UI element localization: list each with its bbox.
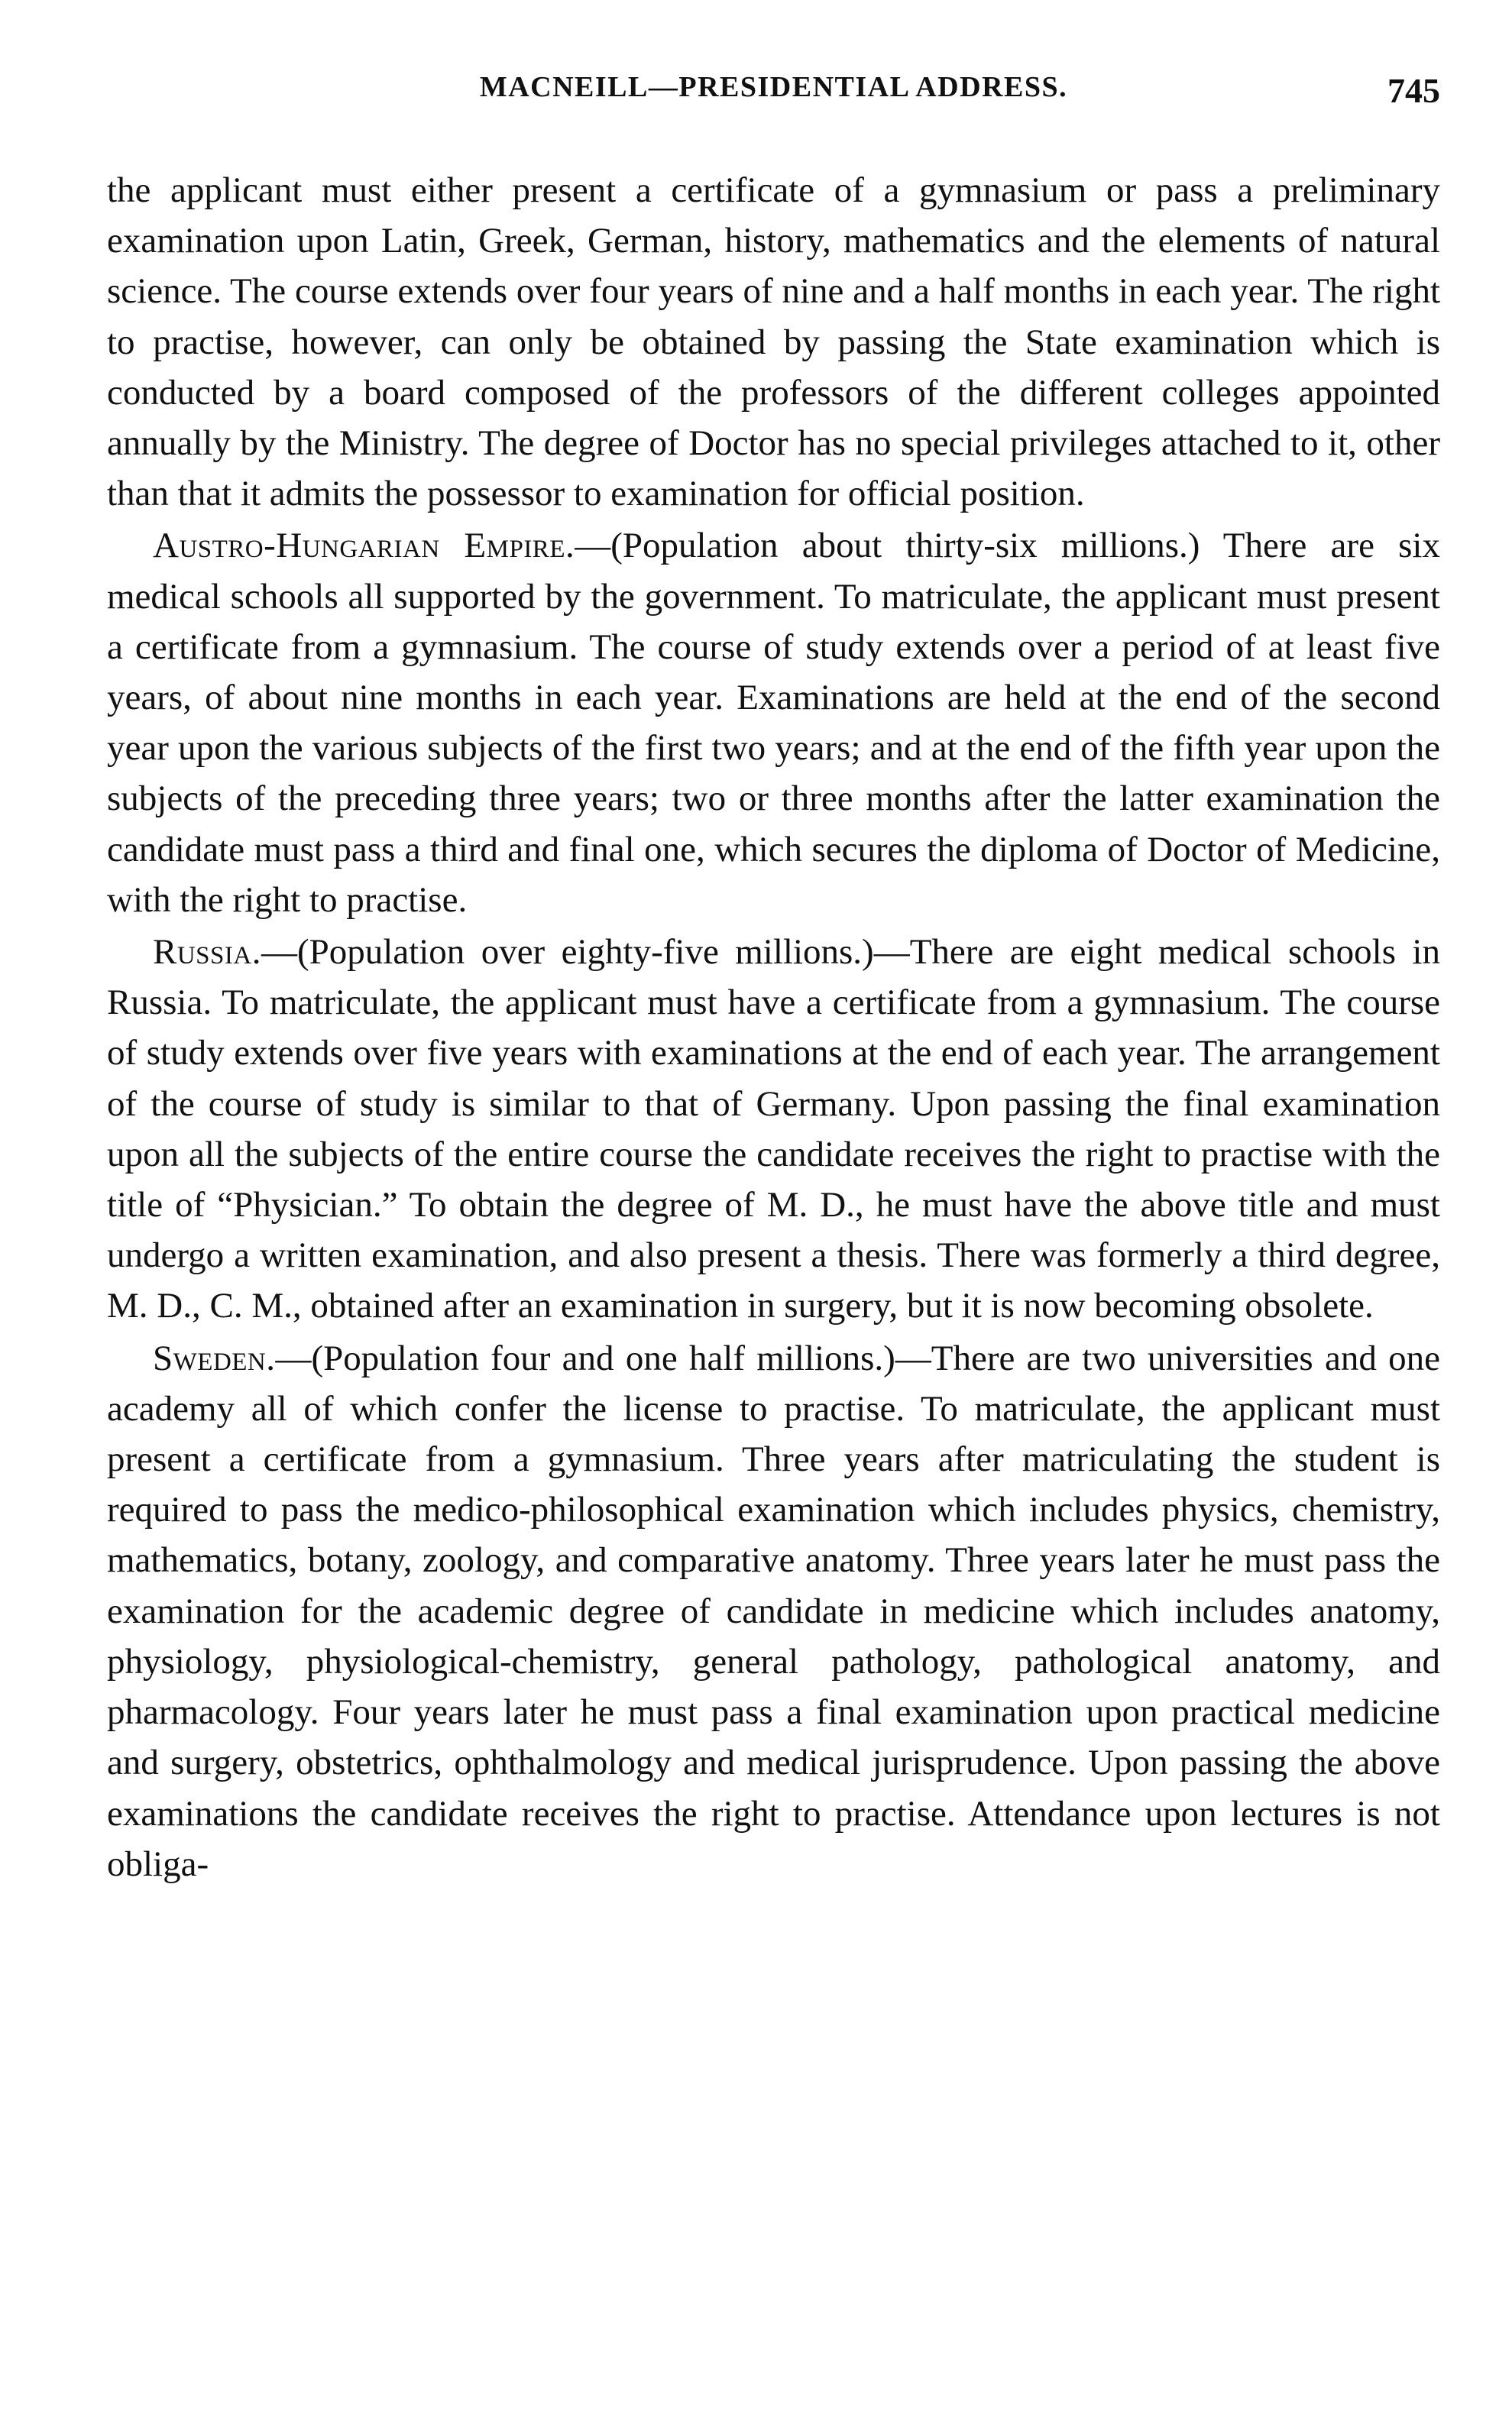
paragraph-sweden bbox=[107, 1333, 1440, 1889]
paragraph-text: —(Population over eighty-five millions.)—There are eight medical schools in Russia. To matriculate, the applicant must have a certificate from a gymnasium. The course of study extends over five years with examinations at the end of each year. The arrangement of the course of study is similar to that of Germany. Upon passing the final examination upon all the subjects of the entire course the candidate receives the right to practise with the title of “Physician.” To obtain the degree of M. D., he must have the above title and must undergo a written examination, and also present a thesis. There was formerly a third degree, M. D., C. M., obtained after an examination in surgery, but it is now becoming obsolete. bbox=[107, 932, 1440, 1326]
page-number: 745 bbox=[1387, 71, 1440, 110]
paragraph-continuation bbox=[107, 165, 1440, 519]
paragraph-austro-hungarian-empire bbox=[107, 520, 1440, 925]
paragraph-text: the applicant must either present a certificate of a gymnasium or pass a preliminary examination upon Latin, Greek, German, history, mathematics and the elements of natural science. The course extends over four years of nine and a half months in each year. The right to practise, however, can only be obtained by passing the State examination which is conducted by a board composed of the professors of the different colleges appointed annually by the Ministry. The degree of Doctor has no special privileges attached to it, other than that it admits the possessor to examination for official position. bbox=[107, 170, 1440, 514]
paragraph-russia bbox=[107, 927, 1440, 1332]
paragraph-text: —(Population four and one half millions.)—There are two universities and one academy all of which confer the license to practise. To matriculate, the applicant must present a certificate from a gymnasium. Three years after matriculating the student is required to pass the medico-philosophical examination which includes physics, chemistry, mathematics, botany, zoology, and comparative anatomy. Three years later he must pass the examination for the academic degree of candidate in medicine which includes anatomy, physiology, physiological-chemistry, general pathology, pathological anatomy, and pharmacology. Four years later he must pass a final examination upon practical medicine and surgery, obstetrics, ophthalmology and medical jurisprudence. Upon passing the above examinations the candidate receives the right to practise. Attendance upon lectures is not obliga- bbox=[107, 1338, 1440, 1884]
section-heading: Russia. bbox=[153, 932, 261, 973]
body-text bbox=[107, 165, 1440, 1891]
running-head bbox=[107, 70, 1440, 116]
paragraph-text: —(Population about thirty-six millions.) There are six medical schools all supported by the government. To matriculate, the applicant must present a certificate from a gymnasium. The course of study extends over a period of at least five years, of about nine months in each year. Examinations are held at the end of the second year upon the various subjects of the first two years; and at the end of the fifth year upon the subjects of the preceding three years; two or three months after the latter examination the candidate must pass a third and final one, which secures the diploma of Doctor of Medicine, with the right to practise. bbox=[107, 526, 1440, 920]
section-heading: Austro-Hungarian Empire. bbox=[153, 526, 575, 566]
running-title: MACNEILL—PRESIDENTIAL ADDRESS. bbox=[479, 71, 1068, 103]
section-heading: Sweden. bbox=[153, 1338, 276, 1378]
